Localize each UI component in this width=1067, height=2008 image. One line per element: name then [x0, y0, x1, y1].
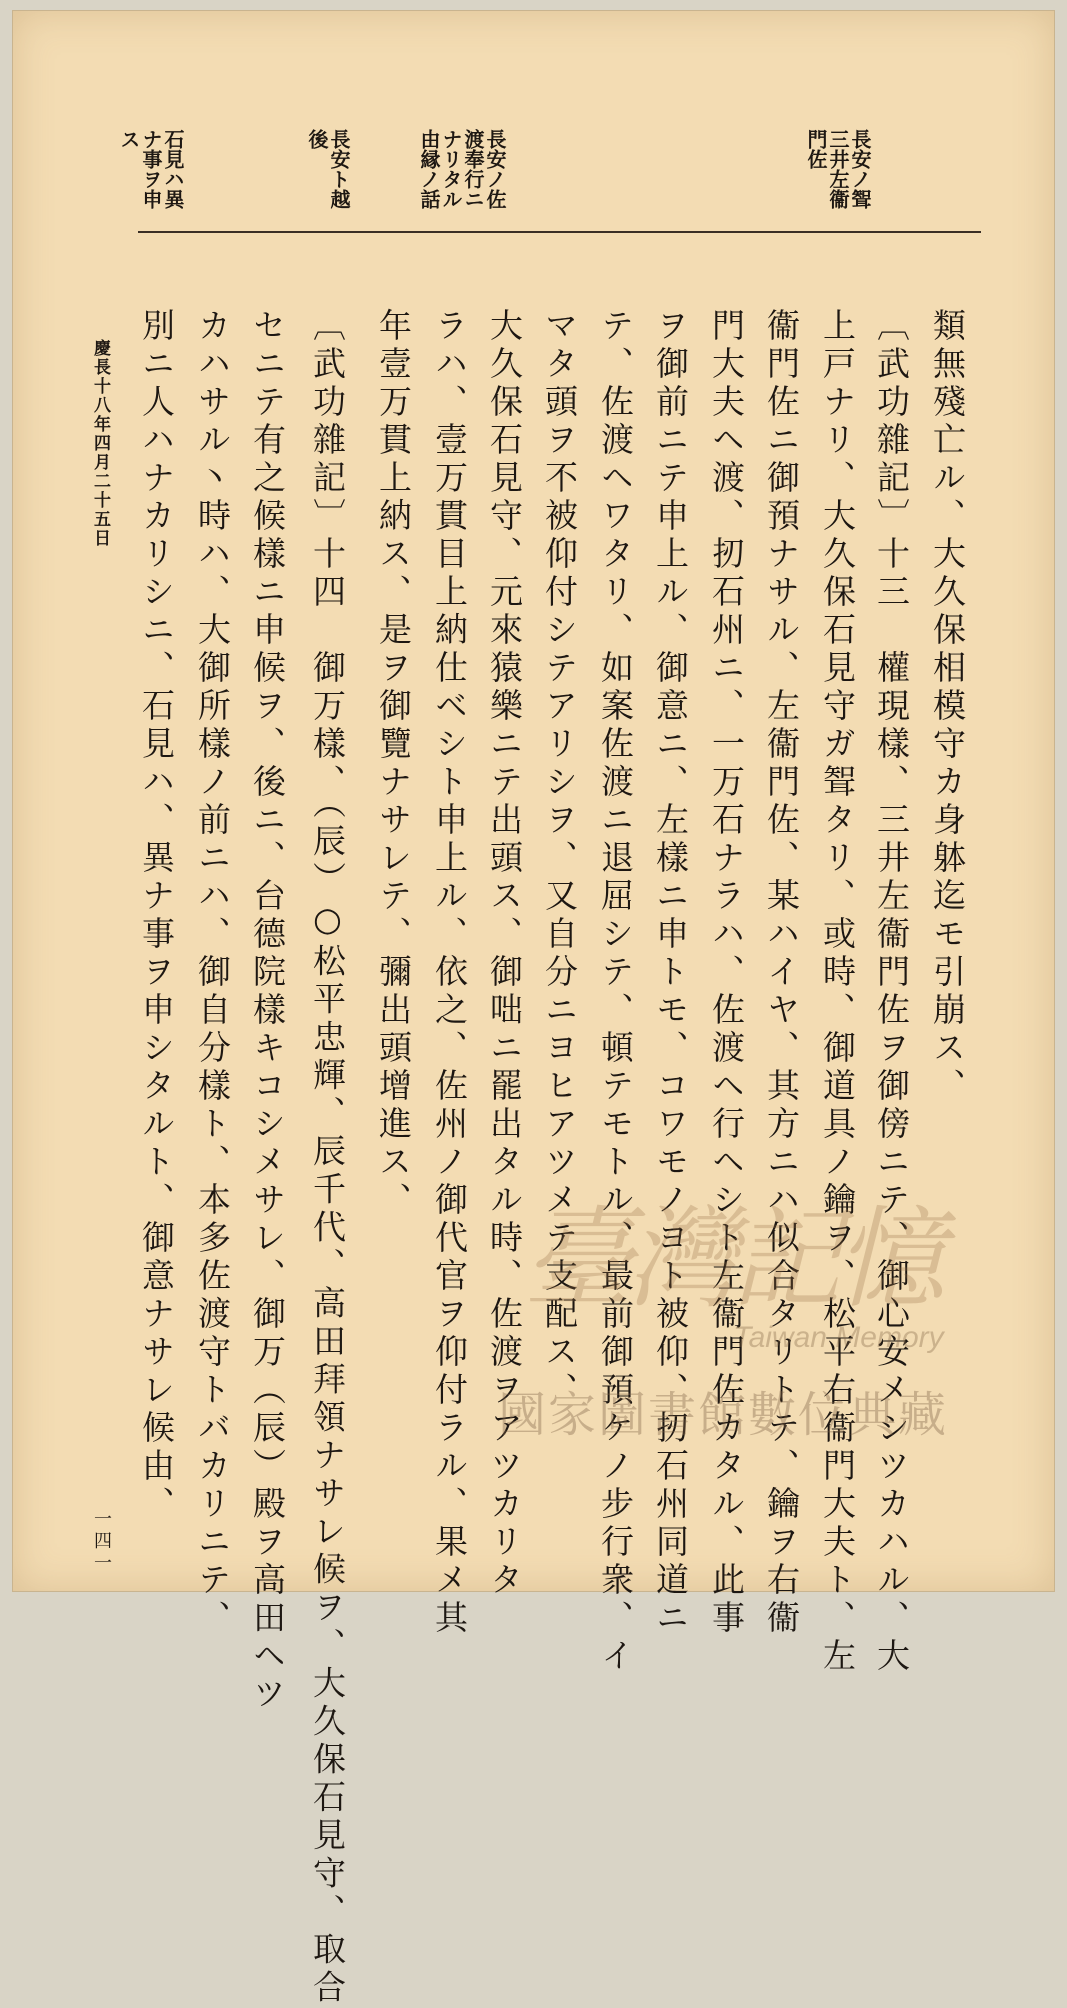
- text-line-5: 門大夫ヘ渡、扨石州ニ、一万石ナラハ、佐渡ヘ行ヘシト左衞門佐カタル、此事: [707, 308, 746, 1638]
- text-line-6: ヲ御前ニテ申上ル、御意ニ、左樣ニ申トモ、コワモノヨト被仰、扨石州同道ニ: [651, 308, 690, 1638]
- text-line-2: 〔武功雜記〕十三 權現樣、三井左衞門佐ヲ御傍ニテ、御心安メシツカハル、大: [872, 308, 911, 1676]
- text-line-11: 年壹万貫上納ス、是ヲ御覽ナサレテ、彌出頭增進ス、: [374, 308, 413, 1220]
- text-line-4: 衞門佐ニ御預ナサル、左衞門佐、某ハイヤ、其方ニハ似合タリトテ、鑰ヲ右衞: [762, 308, 801, 1638]
- text-line-7: テ、佐渡ヘワタリ、如案佐渡ニ退屈シテ、頓テモトル、最前御預ケノ步行衆、イ: [596, 308, 635, 1676]
- text-line-15: 別ニ人ハナカリシニ、石見ハ、異ナ事ヲ申シタルト、御意ナサレ候由、: [137, 308, 176, 1524]
- margin-note-4: 石見ハ異 ナ事ヲ申 ス: [117, 129, 185, 209]
- margin-note-3: 長安ト越 後: [305, 129, 351, 209]
- text-line-1: 類無殘亡ル、大久保相模守カ身躰迄モ引崩ス、: [928, 308, 967, 1106]
- text-line-9: 大久保石見守、元來猿樂ニテ出頭ス、御咄ニ罷出タル時、佐渡ヲアツカリタ: [485, 308, 524, 1600]
- page-number: 一四一: [91, 1509, 112, 1575]
- text-line-14: カハサル丶時ハ、大御所樣ノ前ニハ、御自分樣ト、本多佐渡守トバカリニテ、: [193, 308, 232, 1638]
- header-rule: [138, 231, 981, 233]
- document-page: [12, 10, 1055, 2008]
- watermark-subtitle: 國家圖書館數位典藏: [498, 1387, 949, 1443]
- text-line-8: マタ頭ヲ不被仰付シテアリシヲ、又自分ニヨヒアツメテ支配ス、: [540, 308, 579, 1410]
- text-line-12: 〔武功雜記〕十四 御万樣、（辰）○松平忠輝、辰千代、高田拜領ナサレ候ヲ、大久保石見守、取合: [308, 308, 347, 2008]
- text-line-13: セニテ有之候樣ニ申候ヲ、後ニ、台德院樣キコシメサレ、御万（辰）殿ヲ高田ヘツ: [248, 308, 287, 1714]
- margin-note-2: 長安ノ佐 渡奉行ニ ナリタル 由縁ノ話: [417, 129, 507, 209]
- watermark-cjk: 臺灣記憶: [523, 1195, 939, 1323]
- margin-note-1: 長安ノ聟 三井左衞 門佐: [804, 129, 872, 209]
- text-line-10: ラハ、壹万貫目上納仕ベシト申上ル、依之、佐州ノ御代官ヲ仰付ラル、果メ其: [430, 308, 469, 1638]
- footer-date: 慶長十八年四月二十五日: [90, 339, 110, 548]
- text-line-3: 上戸ナリ、大久保石見守ガ聟タリ、或時、御道具ノ鑰ヲ、松平右衞門大夫ト、左: [818, 308, 857, 1676]
- watermark-english: Taiwan Memory: [733, 1321, 944, 1354]
